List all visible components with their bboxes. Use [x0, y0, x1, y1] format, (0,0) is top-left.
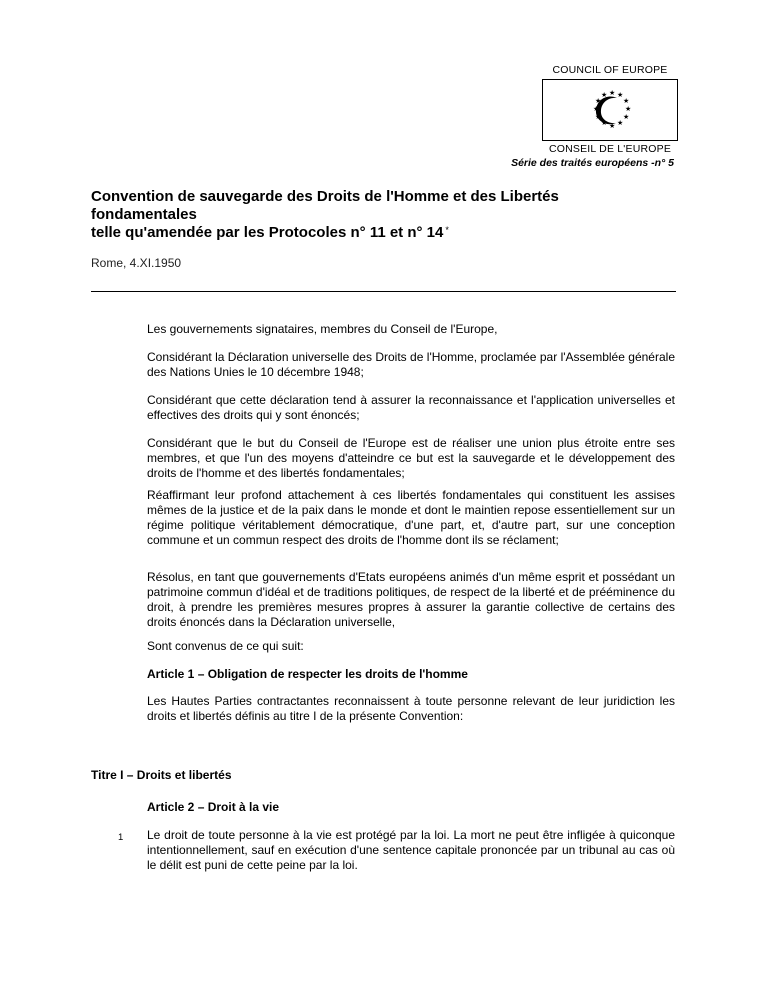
- logo-top-text: COUNCIL OF EUROPE: [542, 64, 678, 80]
- horizontal-divider: [91, 291, 676, 292]
- treaty-series-number: Série des traités européens -n° 5: [511, 157, 674, 169]
- title-line-2: fondamentales: [91, 206, 197, 223]
- svg-text:★: ★: [625, 105, 632, 113]
- svg-text:★: ★: [617, 119, 624, 127]
- svg-text:★: ★: [609, 89, 616, 97]
- title-line-1: Convention de sauvegarde des Droits de l'Homme et des Libertés: [91, 188, 559, 205]
- place-date: Rome, 4.XI.1950: [91, 256, 182, 270]
- svg-text:★: ★: [601, 91, 608, 99]
- article-2-text: Le droit de toute personne à la vie est protégé par la loi. La mort ne peut être infligée à quiconque intentionnellement, sauf en exécution d'une sentence capitale prononcée par un tribunal au cas où le délit est puni de cette peine par la loi.: [147, 828, 675, 872]
- logo-bottom-text: CONSEIL DE L'EUROPE: [542, 140, 678, 155]
- article-1-text: Les Hautes Parties contractantes reconnaissent à toute personne relevant de leur juridiction les droits et libertés définis au titre I de la présente Convention:: [147, 694, 675, 723]
- svg-text:★: ★: [617, 91, 624, 99]
- svg-text:★: ★: [623, 113, 630, 121]
- preamble-paragraph-3: Considérant que cette déclaration tend à assurer la reconnaissance et l'application universelles et effectives des droits qui y sont énoncés;: [147, 393, 675, 422]
- preamble-paragraph-4: Considérant que le but du Conseil de l'Europe est de réaliser une union plus étroite entre ses membres, et que l'un des moyens d'atteindre ce but est la sauvegarde et le développement des droits de l'homme et des libertés fondamentales;: [147, 436, 675, 480]
- article-2-heading: Article 2 – Droit à la vie: [147, 800, 280, 814]
- preamble-paragraph-1: Les gouvernements signataires, membres du Conseil de l'Europe,: [147, 322, 498, 336]
- logo-emblem-box: [542, 80, 678, 140]
- svg-text:★: ★: [595, 113, 602, 121]
- preamble-paragraph-2: Considérant la Déclaration universelle des Droits de l'Homme, proclamée par l'Assemblée générale des Nations Unies le 10 décembre 1948;: [147, 350, 675, 379]
- article-2-paragraph-number: 1: [118, 832, 124, 843]
- council-of-europe-emblem-icon: [583, 86, 639, 134]
- titre-1-heading: Titre I – Droits et libertés: [91, 768, 232, 782]
- svg-text:★: ★: [593, 105, 600, 113]
- preamble-paragraph-6: Résolus, en tant que gouvernements d'Etats européens animés d'un même esprit et possédant un patrimoine commun d'idéal et de traditions politiques, de respect de la liberté et de prééminence du droit, à prendre les premières mesures propres à assurer la garantie collective de certains des droits énoncés dans la Déclaration universelle,: [147, 570, 675, 629]
- svg-text:★: ★: [609, 122, 616, 130]
- document-title: [91, 188, 611, 242]
- title-footnote-mark: *: [445, 225, 449, 235]
- preamble-paragraph-5: Réaffirmant leur profond attachement à ces libertés fondamentales qui constituent les assises mêmes de la justice et de la paix dans le monde et dont le maintien repose essentiellement sur un régime politique véritablement démocratique, d'une part, et, d'autre part, sur une conception commune et un commun respect des droits de l'homme dont ils se réclament;: [147, 488, 675, 547]
- preamble-paragraph-7: Sont convenus de ce qui suit:: [147, 639, 304, 653]
- council-of-europe-logo: [542, 64, 678, 155]
- article-1-heading: Article 1 – Obligation de respecter les droits de l'homme: [147, 667, 468, 681]
- svg-text:★: ★: [623, 97, 630, 105]
- svg-text:★: ★: [601, 119, 608, 127]
- title-line-3: telle qu'amendée par les Protocoles n° 11 et n° 14: [91, 224, 444, 241]
- svg-text:★: ★: [595, 97, 602, 105]
